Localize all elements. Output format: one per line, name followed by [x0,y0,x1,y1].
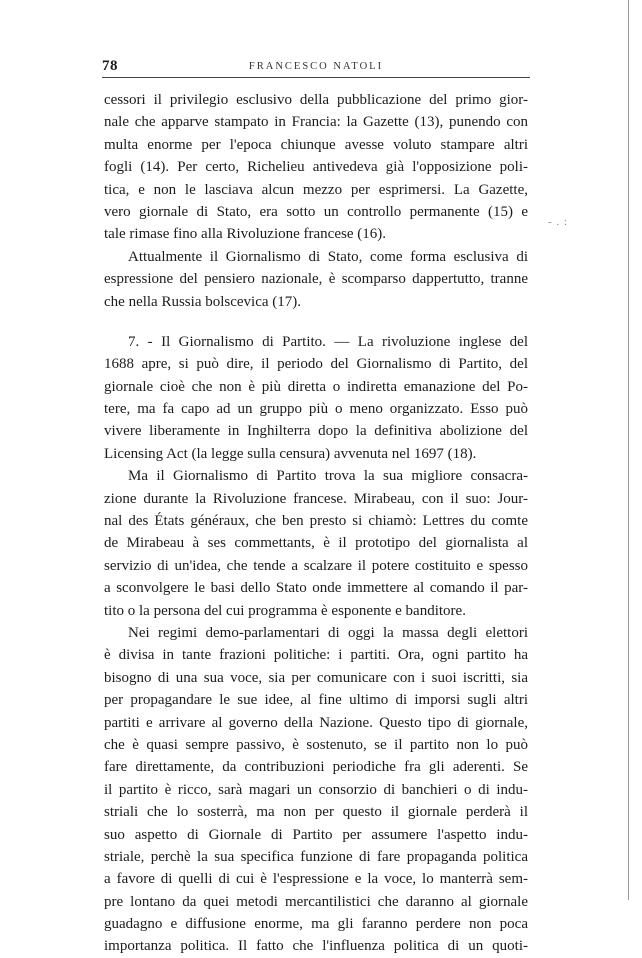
text-line: pre lontano da quei metodi mercantilistici che daranno al giornale [104,893,528,910]
text-line: servizio di un'idea, che tende a scalzare il potere costituito e spesso [104,557,528,574]
paragraph [104,89,528,246]
text-line: nale che apparve stampato in Francia: la Gazette (13), punendo con [104,114,528,131]
text-line: nal des États généraux, che ben presto si chiamò: Lettres du comte [104,513,528,530]
text-line: Attualmente il Giornalismo di Stato, come forma esclusiva di [128,248,528,265]
text-line: guadagno e diffusione enorme, ma gli faranno perdere non poca [104,916,528,933]
text-line: striale, perchè la sua specifica funzione di fare propaganda politica [104,848,528,865]
text-line: de Mirabeau à ses commettants, è il prototipo del giornalista al [104,535,528,552]
text-line: tere, ma fa capo ad un gruppo più o meno organizzato. Esso può [104,401,528,418]
text-line: tito o la persona del cui programma è esponente e banditore. [104,602,466,619]
page-number: 78 [102,58,118,74]
text-line: è divisa in tante frazioni politiche: i partiti. Ora, ogni partito ha [104,647,528,664]
section-gap [104,313,528,331]
text-line: vero giornale di Stato, era sotto un controllo permanente (15) e [104,203,528,220]
text-line: Licensing Act (la legge sulla censura) avvenuta nel 1697 (18). [104,445,477,462]
body-text [104,89,528,958]
text-line: striali che lo sosterrà, ma non per questo il giornale perderà il [104,804,528,821]
text-line: fare direttamente, da contribuzioni periodiche fra gli aderenti. Se [104,759,528,776]
paragraph [104,331,528,465]
page-header [102,58,530,78]
text-line: vivere liberamente in Inghilterra dopo la definitiva abolizione del [104,423,528,440]
text-line: tica, e non le lasciava alcun mezzo per esprimersi. La Gazette, [104,181,528,198]
text-line: cessori il privilegio esclusivo della pubblicazione del primo gior- [104,92,528,108]
text-line: giornale cioè che non è più diretta o indiretta emanazione del Po- [104,378,528,395]
text-line: per propagandare le sue idee, al fine ultimo di imporsi sugli altri [104,692,528,709]
header-rule [102,77,530,78]
page-edge-line [628,0,629,900]
paragraph [104,622,528,958]
text-line: Ma il Giornalismo di Partito trova la sua migliore consacra- [128,468,528,485]
text-line: multa enorme per l'epoca chiunque avesse voluto stampare altri [104,136,528,153]
paragraph [104,465,528,622]
text-line: a sconvolgere le basi dello Stato onde immettere al comando il par- [104,580,528,597]
paragraph [104,246,528,313]
text-line: tale rimase fino alla Rivoluzione francese (16). [104,226,386,243]
text-line: Nei regimi demo-parlamentari di oggi la massa degli elettori [128,624,528,641]
text-line: espressione del pensiero nazionale, è scomparso dappertutto, tranne [104,271,528,288]
running-head: FRANCESCO NATOLI [248,61,384,72]
section-heading-line: 7. - Il Giornalismo di Partito. — La rivoluzione inglese del [128,333,528,350]
text-line: bisogno di una sua voce, sia per comunicare con i suoi iscritti, sia [104,669,528,686]
text-line: zione durante la Rivoluzione francese. Mirabeau, con il suo: Jour- [104,490,528,507]
text-line: il partito è ricco, sarà magari un consorzio di banchieri o di indu- [104,781,528,798]
text-line: che è quasi sempre passivo, è sostenuto, se il partito non lo può [104,736,528,753]
text-line: partiti e arrivare al governo della Nazione. Questo tipo di giornale, [104,714,528,731]
text-line: che nella Russia bolscevica (17). [104,293,302,310]
text-line: fogli (14). Per certo, Richelieu antivedeva già l'opposizione poli- [104,159,528,176]
margin-mark: - . : [548,216,568,228]
text-line: importanza politica. Il fatto che l'influenza politica di un quoti- [104,938,528,955]
text-line: suo aspetto di Giornale di Partito per assumere l'aspetto indu- [104,826,528,843]
text-line: a favore di quelli di cui è l'espressione e la voce, lo manterrà sem- [104,871,528,888]
text-line: 1688 apre, si può dire, il periodo del Giornalismo di Partito, del [104,356,528,373]
